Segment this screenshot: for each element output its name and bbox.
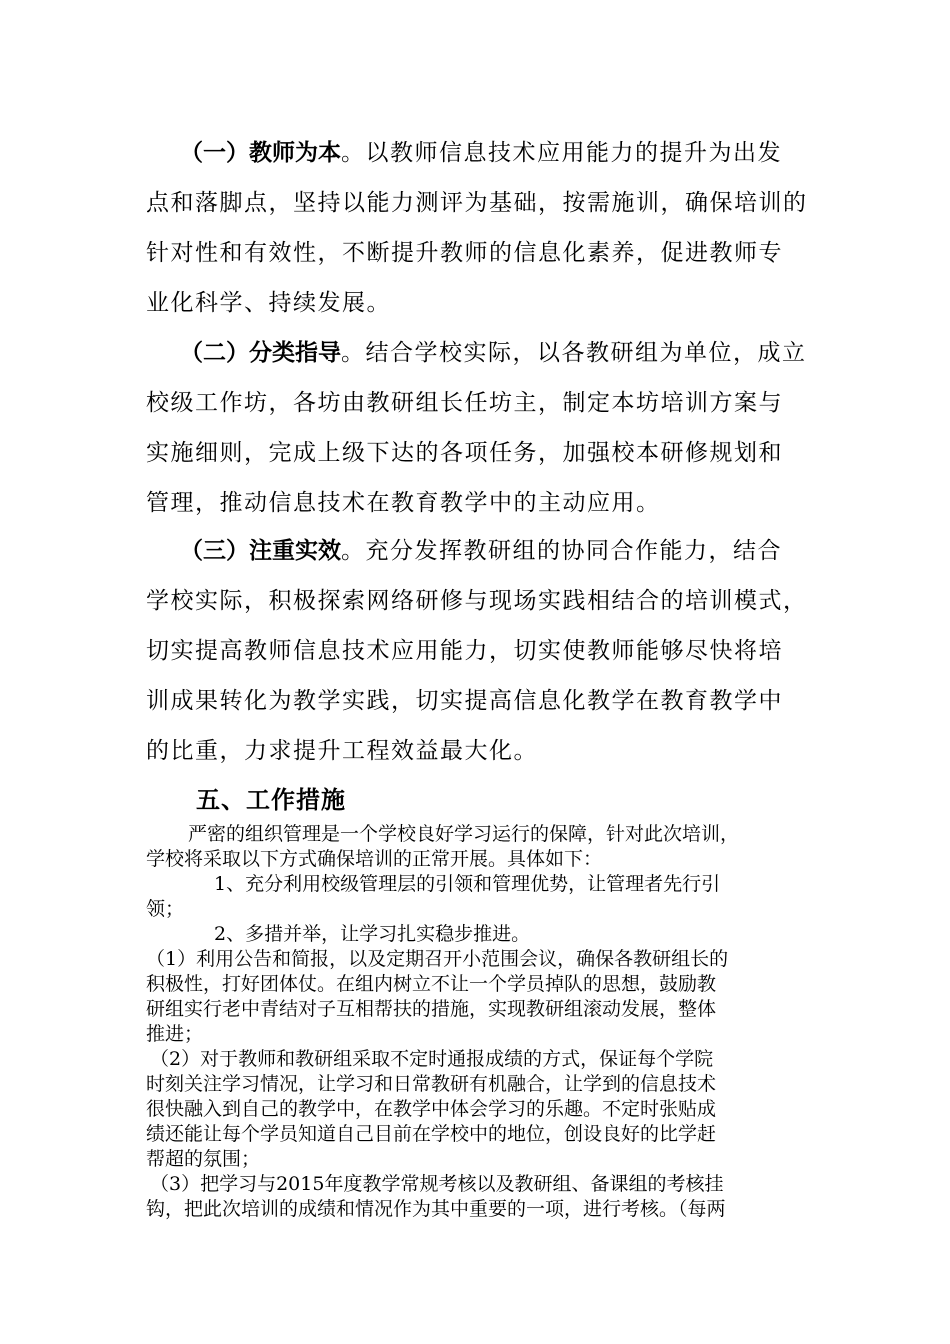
paragraph-line: 切实提高教师信息技术应用能力，切实使教师能够尽快将培	[146, 638, 783, 664]
body-line: 绩还能让每个学员知道自己目前在学校中的地位，创设良好的比学赶	[146, 1123, 717, 1145]
paragraph-line: 学校实际，积极探索网络研修与现场实践相结合的培训模式，	[146, 588, 808, 614]
paragraph-line: 校级工作坊，各坊由教研组长任坊主，制定本坊培训方案与	[146, 390, 783, 416]
body-line: （3）把学习与2015年度教学常规考核以及教研组、备课组的考核挂	[150, 1173, 724, 1195]
body-line: 研组实行老中青结对子互相帮扶的措施，实现教研组滚动发展，整体	[146, 998, 717, 1020]
body-line: 时刻关注学习情况，让学习和日常教研有机融合，让学到的信息技术	[146, 1073, 717, 1095]
paragraph-line: 点和落脚点，坚持以能力测评为基础，按需施训，确保培训的	[146, 190, 808, 216]
paragraph-heading: （三）注重实效	[180, 538, 341, 564]
paragraph-heading: （一）教师为本	[180, 140, 341, 166]
body-line: 积极性，打好团体仗。在组内树立不让一个学员掉队的思想，鼓励教	[146, 973, 717, 995]
paragraph-practical-results	[146, 526, 806, 776]
paragraph-line: 业化科学、持续发展。	[146, 290, 391, 316]
body-line: 很快融入到自己的教学中，在教学中体会学习的乐趣。不定时张贴成	[146, 1098, 717, 1120]
paragraph-line: 实施细则，完成上级下达的各项任务，加强校本研修规划和	[146, 440, 783, 466]
body-line: （2）对于教师和教研组采取不定时通报成绩的方式，保证每个学院	[150, 1048, 714, 1070]
paragraph-line: 训成果转化为教学实践，切实提高信息化教学在教育教学中	[146, 688, 783, 714]
body-line: 严密的组织管理是一个学校良好学习运行的保障，针对此次培训，	[188, 823, 740, 845]
paragraph-line: （一）教师为本。以教师信息技术应用能力的提升为出发	[180, 140, 782, 166]
body-line: 1、充分利用校级管理层的引领和管理优势，让管理者先行引	[214, 873, 721, 895]
paragraph-line: （三）注重实效。充分发挥教研组的协同合作能力，结合	[180, 538, 782, 564]
section-title: 五、工作措施	[196, 786, 346, 814]
body-line: 2、多措并举，让学习扎实稳步推进。	[214, 923, 531, 945]
body-line: 领；	[146, 898, 185, 920]
paragraph-classified-guidance	[146, 328, 806, 528]
paragraph-teacher-oriented	[146, 128, 806, 328]
measures-body	[146, 822, 806, 1222]
paragraph-heading: （二）分类指导	[180, 340, 341, 366]
body-line: 帮超的氛围；	[146, 1148, 261, 1170]
body-line: 推进；	[146, 1023, 204, 1045]
body-line: 学校将采取以下方式确保培训的正常开展。具体如下：	[146, 848, 603, 870]
paragraph-line: （二）分类指导。结合学校实际，以各教研组为单位，成立	[180, 340, 807, 366]
paragraph-line: 的比重，力求提升工程效益最大化。	[146, 738, 538, 764]
body-line: 钩，把此次培训的成绩和情况作为其中重要的一项，进行考核。（每两	[146, 1198, 726, 1220]
body-line: （1）利用公告和简报，以及定期召开小范围会议，确保各教研组长的	[146, 948, 729, 970]
paragraph-line: 管理，推动信息技术在教育教学中的主动应用。	[146, 490, 661, 516]
paragraph-line: 针对性和有效性，不断提升教师的信息化素养，促进教师专	[146, 240, 783, 266]
